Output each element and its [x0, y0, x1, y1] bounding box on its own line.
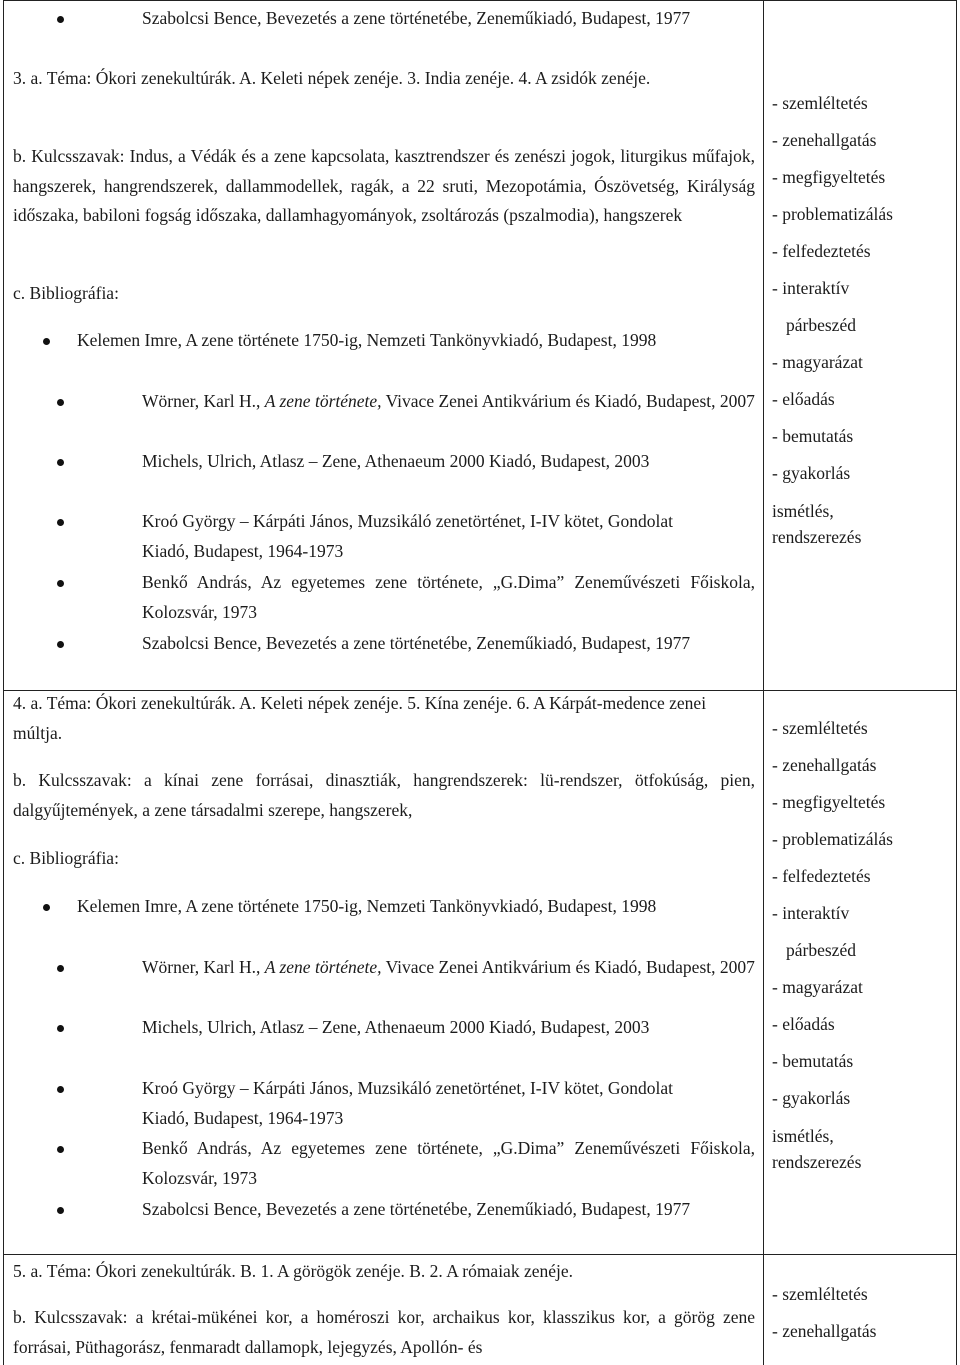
keywords-3: b. Kulcsszavak: Indus, a Védák és a zene kapcsolata, kasztrendszer és zenészi jogok, liturgikus műfajok, hangszerek, hangrendszerek, dallammodellek, ragák, a 22 sruti, Mezopotámia, Ószövetség, Királyság időszaka, babiloni fogság időszaka, dallamhagyományok, zsoltározás (pszalmodia), hangszerek	[13, 146, 755, 225]
bullet-dot	[57, 459, 64, 466]
bullet-dot	[57, 641, 64, 648]
bullet-dot	[57, 1146, 64, 1153]
methods-4: - szemléltetés - zenehallgatás - megfigyeltetés - problematizálás - felfedeztetés - interaktív párbeszéd - magyarázat - előadás - bemutatás - gyakorlás ismétlés, rendszerezés	[772, 718, 893, 1172]
bullet-dot	[57, 399, 64, 406]
keywords-4: b. Kulcsszavak: a kínai zene forrásai, dinasztiák, hangrendszerek: lü-rendszer, ötfokúság, pien, dalgyűjtemények, a zene társadalmi szerepe, hangszerek,	[13, 770, 755, 820]
table-border-right	[956, 0, 957, 1365]
bullet-dot	[57, 1086, 64, 1093]
topic-4: 4. a. Téma: Ókori zenekultúrák. A. Keleti népek zenéje. 5. Kína zenéje. 6. A Kárpát-medence zenei múltja.	[13, 693, 707, 743]
row-divider-5	[3, 1254, 957, 1255]
topic-5: 5. a. Téma: Ókori zenekultúrák. B. 1. A görögök zenéje. B. 2. A rómaiak zenéje.	[13, 1261, 574, 1281]
bullet-dot	[43, 338, 50, 345]
biblio-label-4: c. Bibliográfia:	[13, 848, 119, 868]
bullet-dot	[57, 519, 64, 526]
column-divider	[763, 0, 764, 1365]
methods-5: - szemléltetés - zenehallgatás	[772, 1284, 877, 1341]
bullet-dot	[57, 1207, 64, 1214]
table-border-left	[3, 0, 4, 1365]
topic-3: 3. a. Téma: Ókori zenekultúrák. A. Keleti népek zenéje. 3. India zenéje. 4. A zsidók zenéje.	[13, 68, 651, 88]
biblio-label-3: c. Bibliográfia:	[13, 283, 119, 303]
bullet-dot	[57, 580, 64, 587]
bullet-dot	[43, 904, 50, 911]
table-border-top	[3, 0, 957, 1]
bullet-dot	[57, 1025, 64, 1032]
keywords-5: b. Kulcsszavak: a krétai-mükénei kor, a homéroszi kor, archaikus kor, klasszikus kor, a görög zene forrásai, Püthagorász, fenmaradt dallamopk, lejegyzés, Apollón- és	[13, 1307, 755, 1357]
bullet-dot	[57, 965, 64, 972]
bullet-dot	[57, 16, 64, 23]
methods-3: - szemléltetés - zenehallgatás - megfigyeltetés - problematizálás - felfedeztetés - interaktív párbeszéd - magyarázat - előadás - bemutatás - gyakorlás ismétlés, rendszerezés	[772, 93, 893, 547]
document-page: Szabolcsi Bence, Bevezetés a zene történetébe, Zeneműkiadó, Budapest, 1977 3. a. Téma: Ókori zenekultúrák. A. Keleti népek zenéje. 3. India zenéje. 4. A zsidók zenéje. b. Kulcsszavak: Indus, a Védák és a zene kapcsolata, kasztrendszer és zenészi jogok, liturgikus műfajok, hangszerek, hangrendszerek, dallammodellek, ragák, a 22 sruti, Mezopotámia, Ószövetség, Királyság időszaka, babiloni fogság időszaka, dallamhagyományok, zsoltározás (pszalmodia), hangszerek c. Bibliográfia: Kelemen Imre, A zene története 1750-ig, Nemzeti Tankönyvkiadó, Budapest, 1998 Wörner, Karl H., A zene története, Vivace Zenei Antikvárium és Kiadó, Budapest, 2007 Michels, Ulrich, Atlasz – Zene, Athenaeum 2000 Kiadó, Budapest, 2003 Kroó György – Kárpáti János, Muzsikáló zenetörténet, I-IV kötet, Gondolat Kiadó, Budapest, 1964-1973 Benkő András, Az egyetemes zene története, „G.Dima” Zeneművészeti Főiskola, Kolozsvár, 1973 Szabolcsi Bence, Bevezetés a zene történetébe, Zeneműkiadó, Budapest, 1977 - szemléltetés - zenehallgatás - megfigyeltetés - problematizálás - felfedeztetés - interaktív párbeszéd - magyarázat - előadás - bemutatás - gyakorlás ismétlés, rendszerezés 4. a. Téma: Ókori zenekultúrák. A. Keleti népek zenéje. 5. Kína zenéje. 6. A Kárpát-medence zenei múltja. b. Kulcsszavak: a kínai zene forrásai, dinasztiák, hangrendszerek: lü-rendszer, ötfokúság, pien, dalgyűjtemények, a zene társadalmi szerepe, hangszerek, c. Bibliográfia: Kelemen Imre, A zene története 1750-ig, Nemzeti Tankönyvkiadó, Budapest, 1998 Wörner, Karl H., A zene története, Vivace Zenei Antikvárium és Kiadó, Budapest, 2007 Michels, Ulrich, Atlasz – Zene, Athenaeum 2000 Kiadó, Budapest, 2003 Kroó György – Kárpáti János, Muzsikáló zenetörténet, I-IV kötet, Gondolat Kiadó, Budapest, 1964-1973 Benkő András, Az egyetemes zene története, „G.Dima” Zeneművészeti Főiskola, Kolozsvár, 1973 Szabolcsi Bence, Bevezetés a zene történetébe, Zeneműkiadó, Budapest, 1977 - szemléltetés - zenehallgatás - megfigyeltetés - problematizálás - felfedeztetés - interaktív párbeszéd - magyarázat - előadás - bemutatás - gyakorlás ismétlés, rendszerezés 5. a. Téma: Ókori zenekultúrák. B. 1. A görögök zenéje. B. 2. A rómaiak zenéje. b. Kulcsszavak: a krétai-mükénei kor, a homéroszi kor, archaikus kor, klasszikus kor, a görög zene forrásai, Püthagorász, fenmaradt dallamopk, lejegyzés, Apollón- és - szemléltetés - zenehallgatás	[0, 0, 960, 1365]
